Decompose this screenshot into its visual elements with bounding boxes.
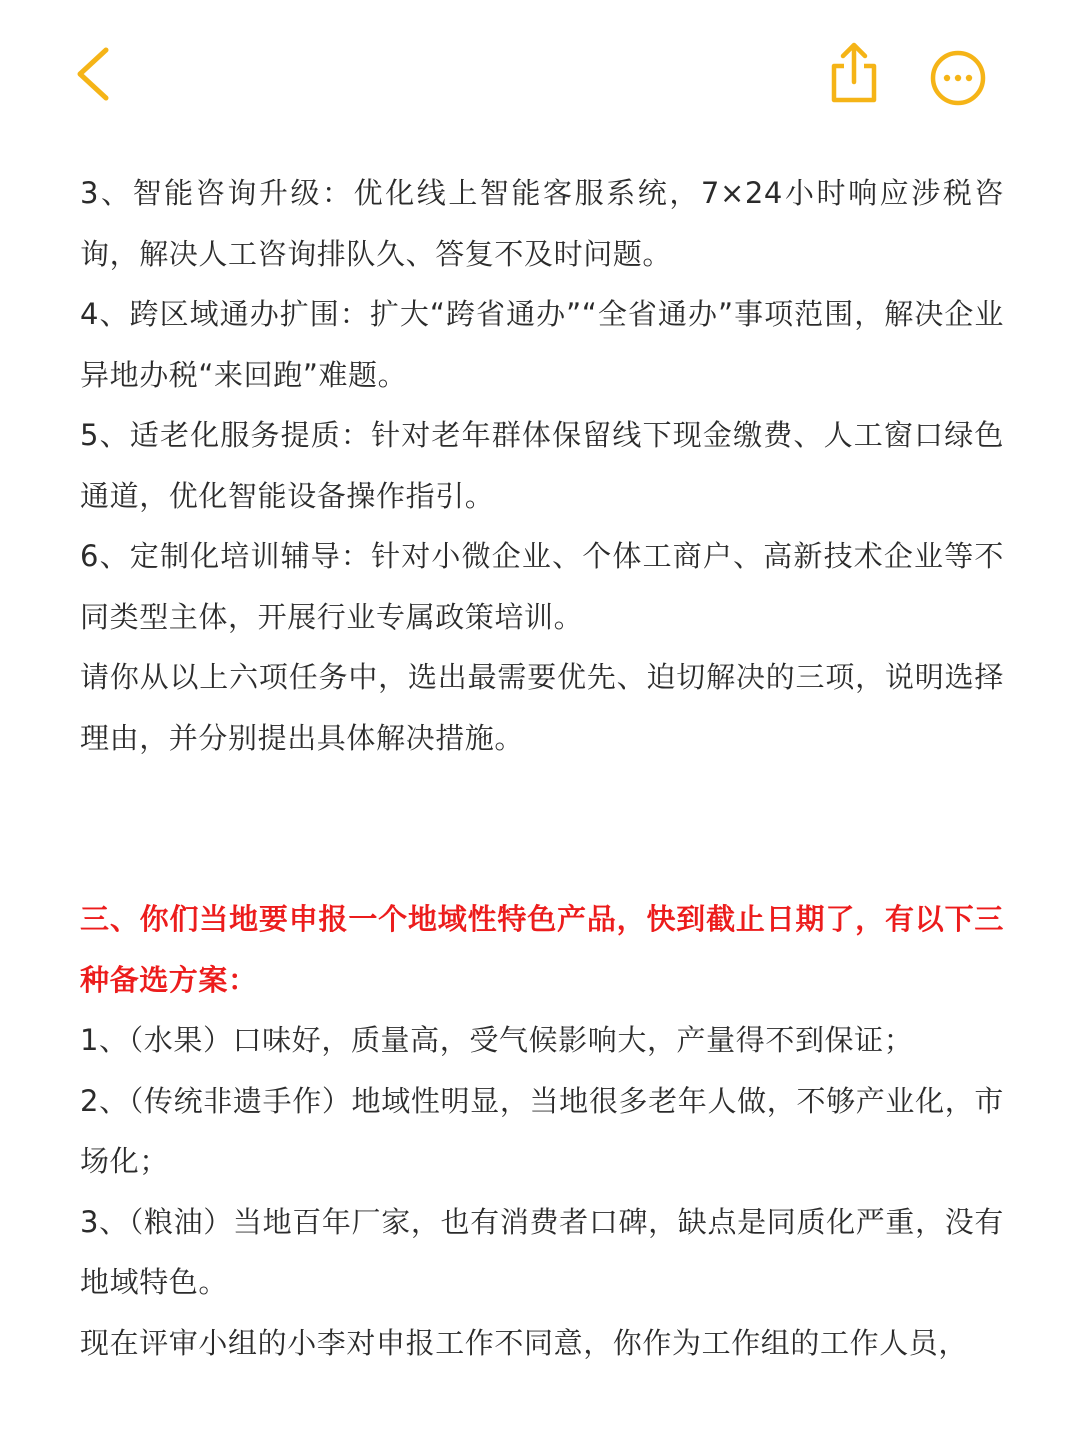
list-item: 3、（粮油）当地百年厂家，也有消费者口碑，缺点是同质化严重，没有地域特色。 — [80, 1204, 1004, 1299]
list-item: 1、（水果）口味好，质量高，受气候影响大，产量得不到保证； — [80, 1023, 914, 1057]
note-content — [80, 163, 1004, 1373]
list-item: 6、定制化培训辅导：针对小微企业、个体工商户、高新技术企业等不同类型主体，开展行业专属政策培训。 — [80, 539, 1004, 634]
list-item: 2、（传统非遗手作）地域性明显，当地很多老年人做，不够产业化，市场化； — [80, 1083, 1004, 1178]
question-prompt: 现在评审小组的小李对申报工作不同意，你作为工作组的工作人员， — [80, 1325, 969, 1360]
more-horizontal-icon[interactable] — [928, 48, 988, 108]
list-item: 5、适老化服务提质：针对老年群体保留线下现金缴费、人工窗口绿色通道，优化智能设备操作指引。 — [80, 418, 1004, 513]
list-item: 4、跨区域通办扩围：扩大“跨省通办”“全省通办”事项范围，解决企业异地办税“来回跑”难题。 — [80, 297, 1004, 392]
share-icon[interactable] — [826, 40, 882, 106]
chevron-left-icon[interactable] — [72, 46, 116, 102]
question-prompt: 请你从以上六项任务中，选出最需要优先、迫切解决的三项，说明选择理由，并分别提出具体解决措施。 — [80, 660, 1004, 755]
section-spacer — [80, 768, 1004, 889]
list-item: 3、智能咨询升级：优化线上智能客服系统，7×24小时响应涉税咨询，解决人工咨询排队久、答复不及时问题。 — [80, 176, 1004, 271]
top-navigation-bar — [0, 0, 1080, 150]
section-heading: 三、你们当地要申报一个地域性特色产品，快到截止日期了，有以下三种备选方案： — [80, 902, 1004, 997]
